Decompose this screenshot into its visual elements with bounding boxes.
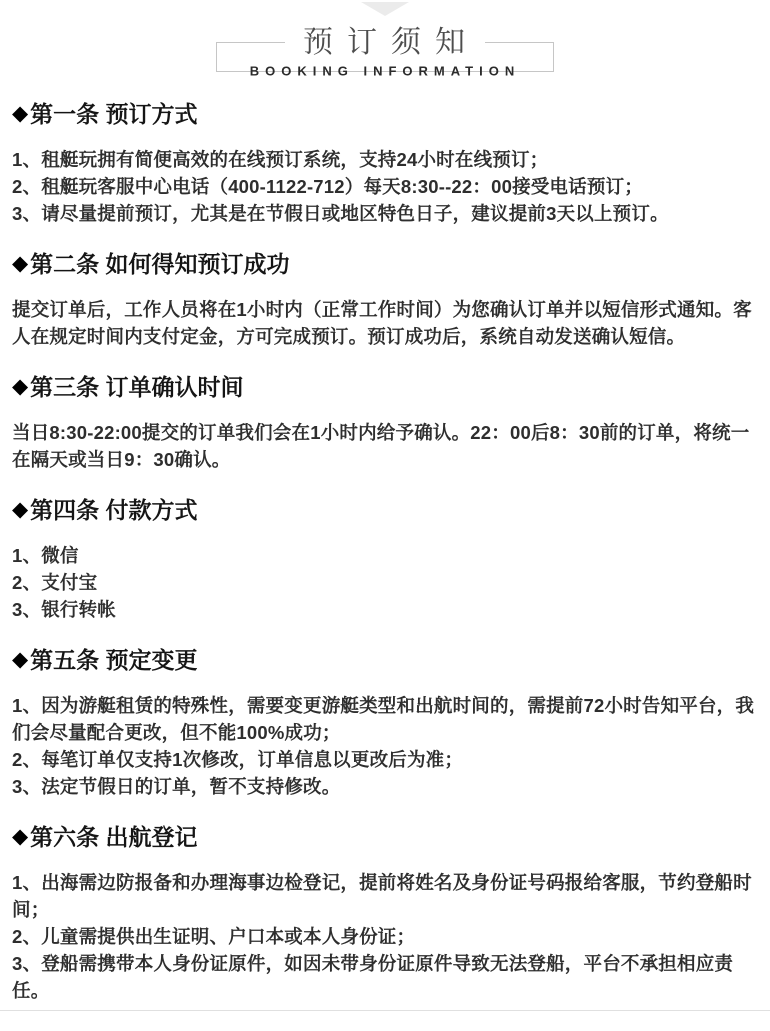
- section-heading: [12, 372, 758, 402]
- section-item: 1、微信: [12, 545, 79, 566]
- section-item: 2、每笔订单仅支持1次修改，订单信息以更改后为准；: [12, 749, 464, 770]
- section-item: 3、请尽量提前预订，尤其是在节假日或地区特色日子，建议提前3天以上预订。: [12, 203, 669, 224]
- section: [12, 249, 758, 350]
- section-heading: [12, 645, 758, 675]
- diamond-icon: ◆: [12, 825, 29, 848]
- section-heading: [12, 495, 758, 525]
- section-heading: [12, 249, 758, 279]
- section-body: [12, 542, 758, 623]
- section-item: 当日8:30-22:00提交的订单我们会在1小时内给予确认。22：00后8：30前的订单，将统一在隔天或当日9：30确认。: [12, 422, 750, 470]
- section-heading: [12, 822, 758, 852]
- section-item: 2、支付宝: [12, 572, 98, 593]
- section-heading-text: 第六条 出航登记: [30, 824, 198, 850]
- section: [12, 645, 758, 800]
- diamond-icon: ◆: [12, 498, 29, 521]
- section-heading-text: 第四条 付款方式: [30, 497, 198, 523]
- section-heading-text: 第五条 预定变更: [30, 647, 198, 673]
- bottom-divider: [0, 1010, 770, 1011]
- diamond-icon: ◆: [12, 252, 29, 275]
- page-header: [216, 26, 554, 79]
- section-body: [12, 146, 758, 227]
- diamond-icon: ◆: [12, 648, 29, 671]
- section-item: 1、租艇玩拥有简便高效的在线预订系统，支持24小时在线预订；: [12, 149, 549, 170]
- section-body: [12, 692, 758, 800]
- section: [12, 822, 758, 1004]
- section-item: 2、儿童需提供出生证明、户口本或本人身份证；: [12, 926, 416, 947]
- section: [12, 372, 758, 473]
- section-heading: [12, 99, 758, 129]
- section: [12, 99, 758, 227]
- diamond-icon: ◆: [12, 375, 29, 398]
- section-item: 3、法定节假日的订单，暂不支持修改。: [12, 776, 341, 797]
- section-item: 1、因为游艇租赁的特殊性，需要变更游艇类型和出航时间的，需提前72小时告知平台，我们会尽量配合更改，但不能100%成功；: [12, 695, 755, 743]
- section-item: 提交订单后，工作人员将在1小时内（正常工作时间）为您确认订单并以短信形式通知。客人在规定时间内支付定金，方可完成预订。预订成功后，系统自动发送确认短信。: [12, 299, 752, 347]
- section-item: 2、租艇玩客服中心电话（400-1122-712）每天8:30--22：00接受电话预订；: [12, 176, 643, 197]
- section-heading-text: 第一条 预订方式: [30, 101, 198, 127]
- sections: [12, 99, 758, 1004]
- diamond-icon: ◆: [12, 102, 29, 125]
- down-triangle-icon: [361, 2, 409, 16]
- section-body: [12, 296, 758, 350]
- section-item: 3、银行转帐: [12, 599, 116, 620]
- section-heading-text: 第二条 如何得知预订成功: [30, 251, 290, 277]
- section-item: 3、登船需携带本人身份证原件，如因未带身份证原件导致无法登船，平台不承担相应责任。: [12, 953, 734, 1001]
- page-title: 预订须知: [285, 28, 485, 58]
- section-heading-text: 第三条 订单确认时间: [30, 374, 244, 400]
- section-body: [12, 869, 758, 1004]
- page-subtitle: BOOKING INFORMATION: [249, 63, 521, 79]
- section-body: [12, 419, 758, 473]
- section-item: 1、出海需边防报备和办理海事边检登记，提前将姓名及身份证号码报给客服，节约登船时间；: [12, 872, 752, 920]
- section: [12, 495, 758, 623]
